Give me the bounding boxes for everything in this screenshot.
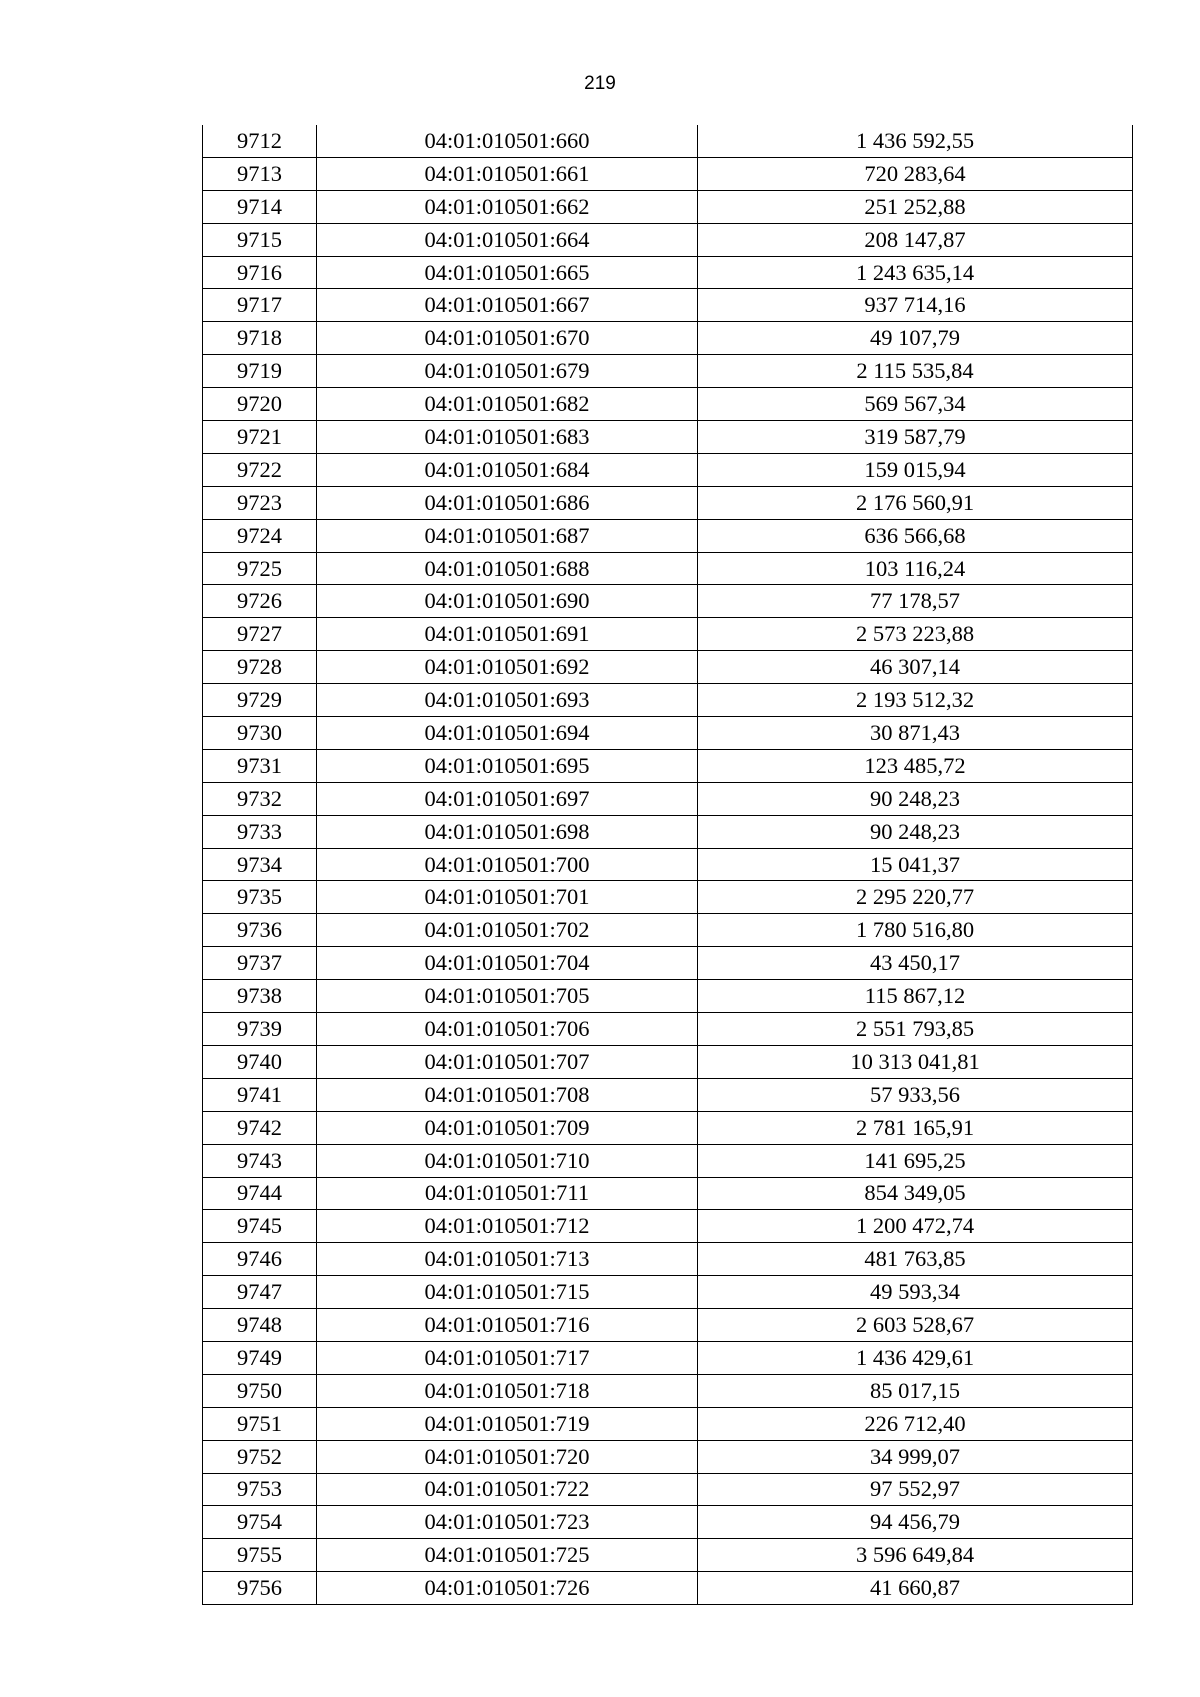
cadastral-value-cell: 97 552,97	[698, 1473, 1133, 1506]
cadastral-value-cell: 2 193 512,32	[698, 684, 1133, 717]
cadastral-number-cell: 04:01:010501:704	[317, 947, 698, 980]
cadastral-value-cell: 1 243 635,14	[698, 256, 1133, 289]
row-number-cell: 9728	[203, 651, 317, 684]
cadastral-value-cell: 123 485,72	[698, 749, 1133, 782]
row-number-cell: 9723	[203, 486, 317, 519]
cadastral-value-cell: 2 295 220,77	[698, 881, 1133, 914]
row-number-cell: 9739	[203, 1013, 317, 1046]
row-number-cell: 9714	[203, 190, 317, 223]
table-row	[203, 1572, 1133, 1605]
cadastral-number-cell: 04:01:010501:726	[317, 1572, 698, 1605]
cadastral-value-cell: 49 593,34	[698, 1276, 1133, 1309]
table-row	[203, 1045, 1133, 1078]
cadastral-value-cell: 57 933,56	[698, 1078, 1133, 1111]
row-number-cell: 9722	[203, 453, 317, 486]
row-number-cell: 9737	[203, 947, 317, 980]
table-row	[203, 421, 1133, 454]
table-row	[203, 453, 1133, 486]
cadastral-number-cell: 04:01:010501:701	[317, 881, 698, 914]
row-number-cell: 9721	[203, 421, 317, 454]
cadastral-value-cell: 41 660,87	[698, 1572, 1133, 1605]
cadastral-number-cell: 04:01:010501:686	[317, 486, 698, 519]
table-row	[203, 749, 1133, 782]
cadastral-value-cell: 2 115 535,84	[698, 355, 1133, 388]
table-row	[203, 388, 1133, 421]
table-row	[203, 947, 1133, 980]
cadastral-value-cell: 251 252,88	[698, 190, 1133, 223]
row-number-cell: 9729	[203, 684, 317, 717]
table-row	[203, 848, 1133, 881]
cadastral-value-cell: 1 200 472,74	[698, 1210, 1133, 1243]
cadastral-number-cell: 04:01:010501:662	[317, 190, 698, 223]
table-row	[203, 1440, 1133, 1473]
table-row	[203, 1243, 1133, 1276]
table-row	[203, 1276, 1133, 1309]
table-row	[203, 125, 1133, 157]
table-row	[203, 651, 1133, 684]
cadastral-number-cell: 04:01:010501:664	[317, 223, 698, 256]
cadastral-value-cell: 15 041,37	[698, 848, 1133, 881]
table-row	[203, 223, 1133, 256]
cadastral-number-cell: 04:01:010501:720	[317, 1440, 698, 1473]
row-number-cell: 9754	[203, 1506, 317, 1539]
cadastral-value-cell: 319 587,79	[698, 421, 1133, 454]
cadastral-number-cell: 04:01:010501:715	[317, 1276, 698, 1309]
cadastral-value-cell: 1 436 592,55	[698, 125, 1133, 157]
table-row	[203, 256, 1133, 289]
cadastral-number-cell: 04:01:010501:718	[317, 1374, 698, 1407]
cadastral-number-cell: 04:01:010501:665	[317, 256, 698, 289]
row-number-cell: 9716	[203, 256, 317, 289]
row-number-cell: 9750	[203, 1374, 317, 1407]
row-number-cell: 9740	[203, 1045, 317, 1078]
cadastral-value-cell: 481 763,85	[698, 1243, 1133, 1276]
cadastral-number-cell: 04:01:010501:713	[317, 1243, 698, 1276]
cadastral-value-cell: 636 566,68	[698, 519, 1133, 552]
row-number-cell: 9753	[203, 1473, 317, 1506]
cadastral-number-cell: 04:01:010501:691	[317, 618, 698, 651]
cadastral-value-cell: 3 596 649,84	[698, 1539, 1133, 1572]
row-number-cell: 9715	[203, 223, 317, 256]
table-body	[203, 125, 1133, 1605]
table-row	[203, 1111, 1133, 1144]
cadastral-value-cell: 854 349,05	[698, 1177, 1133, 1210]
table-row	[203, 980, 1133, 1013]
table-row	[203, 322, 1133, 355]
cadastral-number-cell: 04:01:010501:706	[317, 1013, 698, 1046]
table-row	[203, 815, 1133, 848]
row-number-cell: 9724	[203, 519, 317, 552]
cadastral-number-cell: 04:01:010501:667	[317, 289, 698, 322]
row-number-cell: 9733	[203, 815, 317, 848]
row-number-cell: 9719	[203, 355, 317, 388]
cadastral-number-cell: 04:01:010501:722	[317, 1473, 698, 1506]
table-row	[203, 1539, 1133, 1572]
cadastral-value-cell: 569 567,34	[698, 388, 1133, 421]
cadastral-number-cell: 04:01:010501:695	[317, 749, 698, 782]
table-row	[203, 1341, 1133, 1374]
table-row	[203, 782, 1133, 815]
cadastral-value-cell: 85 017,15	[698, 1374, 1133, 1407]
table-row	[203, 1374, 1133, 1407]
table-row	[203, 190, 1133, 223]
table-row	[203, 519, 1133, 552]
table-row	[203, 1506, 1133, 1539]
row-number-cell: 9745	[203, 1210, 317, 1243]
cadastral-value-cell: 1 780 516,80	[698, 914, 1133, 947]
cadastral-number-cell: 04:01:010501:670	[317, 322, 698, 355]
table-row	[203, 157, 1133, 190]
cadastral-number-cell: 04:01:010501:690	[317, 585, 698, 618]
row-number-cell: 9755	[203, 1539, 317, 1572]
row-number-cell: 9726	[203, 585, 317, 618]
cadastral-value-cell: 77 178,57	[698, 585, 1133, 618]
row-number-cell: 9748	[203, 1309, 317, 1342]
cadastral-number-cell: 04:01:010501:708	[317, 1078, 698, 1111]
cadastral-value-cell: 2 176 560,91	[698, 486, 1133, 519]
cadastral-number-cell: 04:01:010501:716	[317, 1309, 698, 1342]
cadastral-number-cell: 04:01:010501:687	[317, 519, 698, 552]
row-number-cell: 9718	[203, 322, 317, 355]
cadastral-value-cell: 226 712,40	[698, 1407, 1133, 1440]
cadastral-number-cell: 04:01:010501:692	[317, 651, 698, 684]
cadastral-value-cell: 2 603 528,67	[698, 1309, 1133, 1342]
cadastral-number-cell: 04:01:010501:705	[317, 980, 698, 1013]
table-row	[203, 1210, 1133, 1243]
table-row	[203, 289, 1133, 322]
cadastral-number-cell: 04:01:010501:693	[317, 684, 698, 717]
cadastral-number-cell: 04:01:010501:719	[317, 1407, 698, 1440]
table-row	[203, 585, 1133, 618]
table-row	[203, 1013, 1133, 1046]
row-number-cell: 9730	[203, 717, 317, 750]
row-number-cell: 9742	[203, 1111, 317, 1144]
row-number-cell: 9747	[203, 1276, 317, 1309]
row-number-cell: 9732	[203, 782, 317, 815]
table-row	[203, 881, 1133, 914]
table-row	[203, 684, 1133, 717]
cadastral-number-cell: 04:01:010501:712	[317, 1210, 698, 1243]
row-number-cell: 9712	[203, 125, 317, 157]
table-row	[203, 618, 1133, 651]
cadastral-number-cell: 04:01:010501:711	[317, 1177, 698, 1210]
table-row	[203, 914, 1133, 947]
cadastral-number-cell: 04:01:010501:682	[317, 388, 698, 421]
cadastral-value-cell: 49 107,79	[698, 322, 1133, 355]
cadastral-number-cell: 04:01:010501:688	[317, 552, 698, 585]
row-number-cell: 9713	[203, 157, 317, 190]
row-number-cell: 9734	[203, 848, 317, 881]
row-number-cell: 9744	[203, 1177, 317, 1210]
cadastral-number-cell: 04:01:010501:679	[317, 355, 698, 388]
cadastral-value-cell: 34 999,07	[698, 1440, 1133, 1473]
cadastral-value-cell: 115 867,12	[698, 980, 1133, 1013]
cadastral-value-cell: 10 313 041,81	[698, 1045, 1133, 1078]
cadastral-value-table	[202, 125, 1133, 1605]
row-number-cell: 9731	[203, 749, 317, 782]
table-row	[203, 1144, 1133, 1177]
cadastral-number-cell: 04:01:010501:660	[317, 125, 698, 157]
row-number-cell: 9717	[203, 289, 317, 322]
cadastral-number-cell: 04:01:010501:683	[317, 421, 698, 454]
cadastral-value-cell: 208 147,87	[698, 223, 1133, 256]
cadastral-number-cell: 04:01:010501:697	[317, 782, 698, 815]
cadastral-value-cell: 141 695,25	[698, 1144, 1133, 1177]
table-row	[203, 717, 1133, 750]
cadastral-value-cell: 2 781 165,91	[698, 1111, 1133, 1144]
row-number-cell: 9741	[203, 1078, 317, 1111]
cadastral-value-cell: 94 456,79	[698, 1506, 1133, 1539]
cadastral-value-cell: 30 871,43	[698, 717, 1133, 750]
row-number-cell: 9735	[203, 881, 317, 914]
row-number-cell: 9749	[203, 1341, 317, 1374]
cadastral-number-cell: 04:01:010501:710	[317, 1144, 698, 1177]
cadastral-value-cell: 1 436 429,61	[698, 1341, 1133, 1374]
row-number-cell: 9743	[203, 1144, 317, 1177]
row-number-cell: 9746	[203, 1243, 317, 1276]
table-row	[203, 1473, 1133, 1506]
cadastral-number-cell: 04:01:010501:707	[317, 1045, 698, 1078]
cadastral-value-cell: 937 714,16	[698, 289, 1133, 322]
cadastral-number-cell: 04:01:010501:700	[317, 848, 698, 881]
cadastral-number-cell: 04:01:010501:684	[317, 453, 698, 486]
page-number: 219	[584, 73, 616, 94]
cadastral-value-cell: 720 283,64	[698, 157, 1133, 190]
table-row	[203, 552, 1133, 585]
row-number-cell: 9727	[203, 618, 317, 651]
cadastral-value-cell: 159 015,94	[698, 453, 1133, 486]
table-row	[203, 486, 1133, 519]
row-number-cell: 9720	[203, 388, 317, 421]
row-number-cell: 9738	[203, 980, 317, 1013]
cadastral-number-cell: 04:01:010501:723	[317, 1506, 698, 1539]
cadastral-number-cell: 04:01:010501:717	[317, 1341, 698, 1374]
cadastral-number-cell: 04:01:010501:694	[317, 717, 698, 750]
table-row	[203, 1177, 1133, 1210]
row-number-cell: 9756	[203, 1572, 317, 1605]
cadastral-value-cell: 2 573 223,88	[698, 618, 1133, 651]
table-row	[203, 355, 1133, 388]
row-number-cell: 9752	[203, 1440, 317, 1473]
cadastral-value-cell: 90 248,23	[698, 815, 1133, 848]
cadastral-number-cell: 04:01:010501:709	[317, 1111, 698, 1144]
cadastral-number-cell: 04:01:010501:661	[317, 157, 698, 190]
table-row	[203, 1309, 1133, 1342]
cadastral-value-cell: 90 248,23	[698, 782, 1133, 815]
cadastral-value-cell: 103 116,24	[698, 552, 1133, 585]
cadastral-value-cell: 2 551 793,85	[698, 1013, 1133, 1046]
table-row	[203, 1407, 1133, 1440]
cadastral-number-cell: 04:01:010501:702	[317, 914, 698, 947]
table-row	[203, 1078, 1133, 1111]
row-number-cell: 9725	[203, 552, 317, 585]
row-number-cell: 9736	[203, 914, 317, 947]
cadastral-number-cell: 04:01:010501:698	[317, 815, 698, 848]
cadastral-value-cell: 46 307,14	[698, 651, 1133, 684]
cadastral-value-cell: 43 450,17	[698, 947, 1133, 980]
cadastral-number-cell: 04:01:010501:725	[317, 1539, 698, 1572]
row-number-cell: 9751	[203, 1407, 317, 1440]
